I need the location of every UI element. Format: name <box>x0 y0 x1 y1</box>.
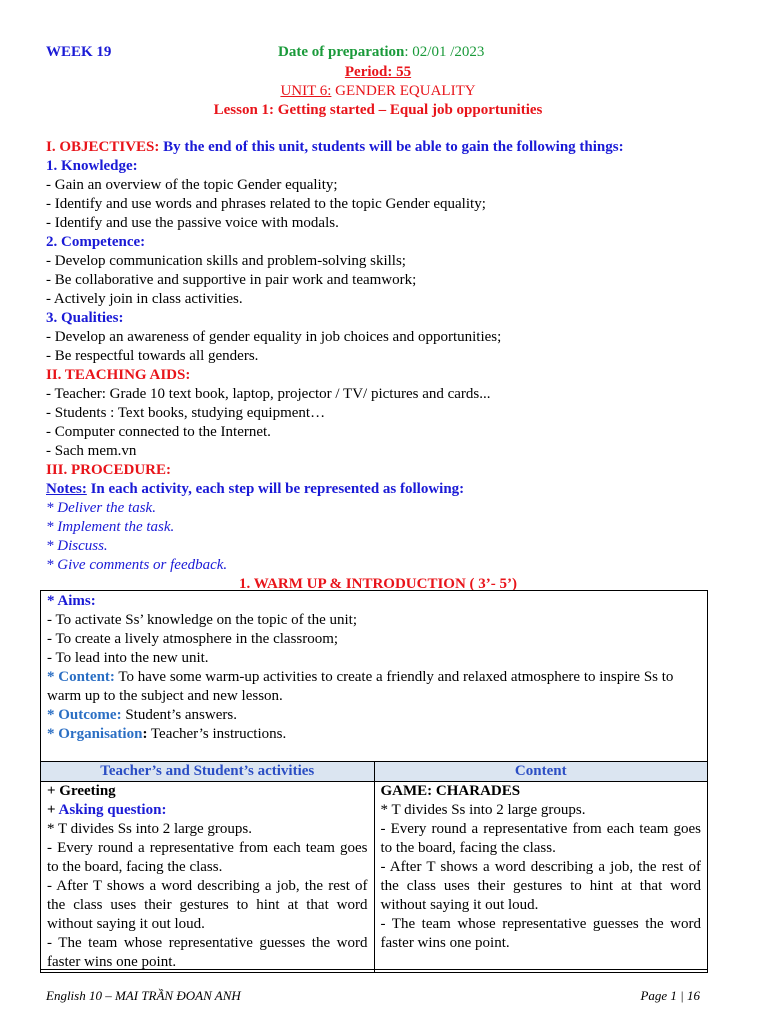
activities-cell <box>41 782 375 973</box>
lesson-title: Lesson 1: Getting started – Equal job opportunities <box>213 102 543 118</box>
competence-title: 2. Competence: <box>46 234 146 250</box>
unit-title <box>46 82 710 101</box>
aids-item: - Sach mem.vn <box>46 443 137 459</box>
procedure-heading: III. PROCEDURE: <box>46 462 172 478</box>
qualities-item: - Be respectful towards all genders. <box>46 348 259 364</box>
unit-name: GENDER EQUALITY <box>331 83 476 99</box>
aims-label: * Aims: <box>47 593 96 609</box>
content-step: - The team whose representative guesses the word faster wins one point. <box>380 916 701 951</box>
aids-item: - Teacher: Grade 10 text book, laptop, projector / TV/ pictures and cards... <box>46 386 491 402</box>
col-activities-header: Teacher’s and Student’s activities <box>41 762 375 782</box>
period-label: Period: 55 <box>344 64 412 80</box>
qualities-title: 3. Qualities: <box>46 310 124 326</box>
date-of-preparation <box>278 44 484 61</box>
activity-step: * T divides Ss into 2 large groups. <box>47 821 253 837</box>
game-title: GAME: CHARADES <box>380 783 521 799</box>
knowledge-item: - Identify and use the passive voice with modals. <box>46 215 339 231</box>
knowledge-title: 1. Knowledge: <box>46 158 138 174</box>
lesson-plan-page <box>46 44 710 594</box>
greeting-label: + Greeting <box>47 783 116 799</box>
procedure-notes: Notes: In each activity, each step will be represented as following: <box>46 481 465 497</box>
footer-author: English 10 – MAI TRẦN ĐOAN ANH <box>46 988 241 1003</box>
procedure-step: * Implement the task. <box>46 519 175 535</box>
warmup-box <box>40 590 708 970</box>
aids-item: - Computer connected to the Internet. <box>46 424 271 440</box>
prep-label: Date of preparation <box>278 44 405 60</box>
competence-item: - Develop communication skills and problem-solving skills; <box>46 253 406 269</box>
teaching-aids-heading: II. TEACHING AIDS: <box>46 367 191 383</box>
activities-table <box>40 761 708 973</box>
procedure-step: * Discuss. <box>46 538 108 554</box>
content-step: - After T shows a word describing a job, the rest of the class uses their gestures to hint at that word without saying it out loud. <box>380 859 701 913</box>
procedure-step: * Give comments or feedback. <box>46 557 228 573</box>
knowledge-item: - Gain an overview of the topic Gender equality; <box>46 177 338 193</box>
aims-item: - To create a lively atmosphere in the classroom; <box>47 631 339 647</box>
competence-item: - Actively join in class activities. <box>46 291 243 307</box>
content-step: * T divides Ss into 2 large groups. <box>380 802 586 818</box>
activity-step: - Every round a representative from each team goes to the board, facing the class. <box>47 840 368 875</box>
warmup-aims-section <box>47 592 701 744</box>
activity-step: - After T shows a word describing a job, the rest of the class uses their gestures to hint at that word without saying it out loud. <box>47 878 368 932</box>
col-content-header: Content <box>374 762 708 782</box>
aims-item: - To lead into the new unit. <box>47 650 209 666</box>
objectives-heading: I. OBJECTIVES: By the end of this unit, students will be able to gain the following things: <box>46 139 624 155</box>
asking-question-label: + Asking question: <box>47 802 167 818</box>
knowledge-item: - Identify and use words and phrases related to the topic Gender equality; <box>46 196 486 212</box>
table-header-row <box>41 762 708 782</box>
unit-label: UNIT 6: <box>280 83 332 99</box>
warmup-title: 1. WARM UP & INTRODUCTION ( 3’- 5’) <box>238 576 518 592</box>
prep-date: : 02/01 /2023 <box>404 44 485 60</box>
content-step: - Every round a representative from each team goes to the board, facing the class. <box>380 821 701 856</box>
aids-item: - Students : Text books, studying equipment… <box>46 405 326 421</box>
aims-item: - To activate Ss’ knowledge on the topic of the unit; <box>47 612 357 628</box>
organisation-line: * Organisation: Teacher’s instructions. <box>47 726 287 742</box>
content-line: * Content: To have some warm-up activities to create a friendly and relaxed atmosphere to inspire Ss to warm up to the subject and new lesson. <box>47 669 674 704</box>
outcome-line: * Outcome: Student’s answers. <box>47 707 237 723</box>
week-label: WEEK 19 <box>46 44 112 60</box>
content-cell <box>374 782 708 973</box>
page-footer <box>46 988 700 1004</box>
table-row <box>41 782 708 973</box>
procedure-step: * Deliver the task. <box>46 500 156 516</box>
qualities-item: - Develop an awareness of gender equality in job choices and opportunities; <box>46 329 502 345</box>
activity-step: - The team whose representative guesses the word faster wins one point. <box>47 935 368 970</box>
footer-page-number: Page 1 | 16 <box>640 988 700 1003</box>
header-line <box>46 44 710 63</box>
competence-item: - Be collaborative and supportive in pair work and teamwork; <box>46 272 417 288</box>
